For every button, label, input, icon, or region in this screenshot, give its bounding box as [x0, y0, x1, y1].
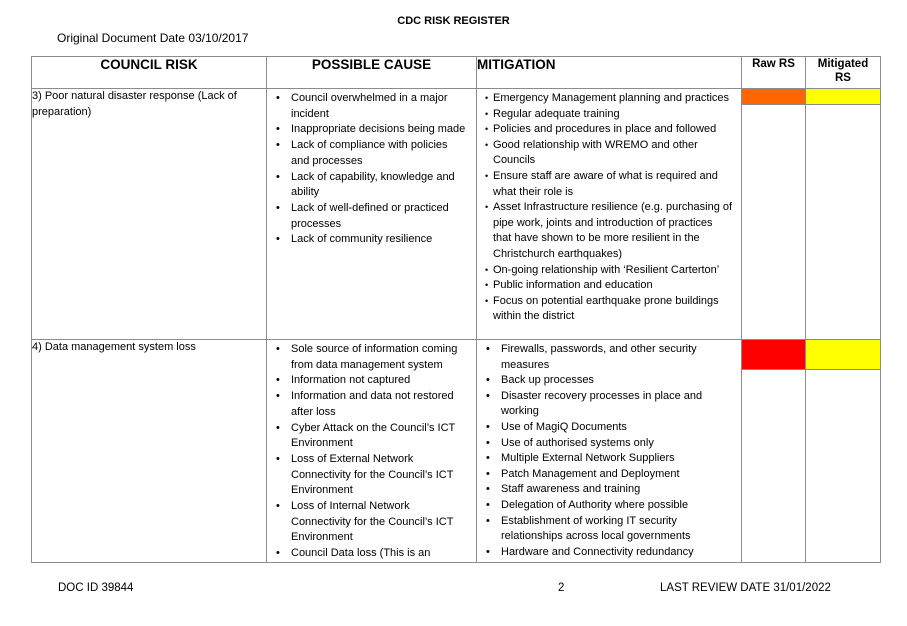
mitigation-item: • Good relationship with WREMO and other Councils	[493, 138, 733, 169]
mitigation-item: • Delegation of Authority where possible	[501, 498, 733, 514]
raw-rs-swatch-orange	[742, 89, 805, 105]
council-risk-cell: 3) Poor natural disaster response (Lack of preparation)	[32, 89, 267, 340]
mitigated-rs-cell	[806, 89, 881, 340]
cause-item: • Lack of compliance with policies and processes	[291, 138, 466, 169]
table-row	[32, 340, 881, 563]
mitigation-cell	[477, 340, 742, 563]
mitigation-item: • Back up processes	[501, 373, 733, 389]
cause-item: • Lack of capability, knowledge and ability	[291, 170, 466, 201]
cause-item: • Lack of well-defined or practiced processes	[291, 201, 466, 232]
document-title: CDC RISK REGISTER	[397, 15, 510, 27]
footer-doc-id: DOC ID 39844	[58, 582, 134, 594]
mitigated-rs-swatch-yellow	[806, 340, 880, 370]
possible-cause-cell	[267, 89, 477, 340]
cause-item: • Council overwhelmed in a major incident	[291, 91, 466, 122]
col-header-mitigation: MITIGATION	[477, 57, 742, 89]
risk-register-table	[31, 56, 881, 563]
cause-item: • Information not captured	[291, 373, 466, 389]
cause-item: • Cyber Attack on the Council’s ICT Environment	[291, 421, 466, 452]
table-row	[32, 89, 881, 340]
mitigation-item: • Disaster recovery processes in place and working	[501, 389, 733, 420]
mitigation-item: • Public information and education	[493, 278, 733, 294]
raw-rs-cell	[742, 340, 806, 563]
mitigated-rs-swatch-yellow	[806, 89, 880, 105]
col-header-mitigated-rs	[806, 57, 881, 89]
mitigation-item: • Focus on potential earthquake prone buildings within the district	[493, 294, 733, 325]
raw-rs-swatch-red	[742, 340, 805, 370]
original-document-date: Original Document Date 03/10/2017	[57, 31, 249, 45]
cause-item: • Loss of External Network Connectivity for the Council’s ICT Environment	[291, 452, 466, 499]
cause-item: • Inappropriate decisions being made	[291, 122, 466, 138]
mitigation-item: • Establishment of working IT security relationships across local governments	[501, 514, 733, 545]
mitigation-item: • Hardware and Connectivity redundancy	[501, 545, 733, 561]
raw-rs-cell	[742, 89, 806, 340]
cause-item: • Council Data loss (This is an	[291, 546, 466, 562]
mitigation-item: • Regular adequate training	[493, 107, 733, 123]
mitigation-item: • Multiple External Network Suppliers	[501, 451, 733, 467]
mitigation-item: • On-going relationship with ‘Resilient Carterton’	[493, 263, 733, 279]
cause-item: • Loss of Internal Network Connectivity for the Council’s ICT Environment	[291, 499, 466, 546]
cause-item: • Information and data not restored after loss	[291, 389, 466, 420]
col-header-council-risk: COUNCIL RISK	[32, 57, 267, 89]
mitigation-item: • Use of MagiQ Documents	[501, 420, 733, 436]
mitigation-item: • Use of authorised systems only	[501, 436, 733, 452]
mitigation-item: • Emergency Management planning and practices	[493, 91, 733, 107]
col-header-raw-rs: Raw RS	[742, 57, 806, 89]
mitigation-item: • Policies and procedures in place and followed	[493, 122, 733, 138]
mitigation-cell	[477, 89, 742, 340]
mitigation-item: • Patch Management and Deployment	[501, 467, 733, 483]
cause-item: • Sole source of information coming from data management system	[291, 342, 466, 373]
mitigation-item: • Firewalls, passwords, and other security measures	[501, 342, 733, 373]
mitigated-rs-cell	[806, 340, 881, 563]
council-risk-cell: 4) Data management system loss	[32, 340, 267, 563]
footer-last-review-date: LAST REVIEW DATE 31/01/2022	[660, 582, 831, 594]
mitigation-item: • Ensure staff are aware of what is required and what their role is	[493, 169, 733, 200]
footer-page-number: 2	[558, 582, 565, 594]
col-header-mitigated-rs-line2: RS	[835, 72, 851, 84]
col-header-mitigated-rs-line1: Mitigated	[817, 58, 869, 70]
cause-item: • Lack of community resilience	[291, 232, 466, 248]
possible-cause-cell	[267, 340, 477, 563]
mitigation-item: • Staff awareness and training	[501, 482, 733, 498]
table-header-row	[32, 57, 881, 89]
mitigation-item: • Asset Infrastructure resilience (e.g. purchasing of pipe work, joints and introduction of practices that have shown to be more resilient in the Christchurch earthquakes)	[493, 200, 733, 262]
col-header-possible-cause: POSSIBLE CAUSE	[267, 57, 477, 89]
